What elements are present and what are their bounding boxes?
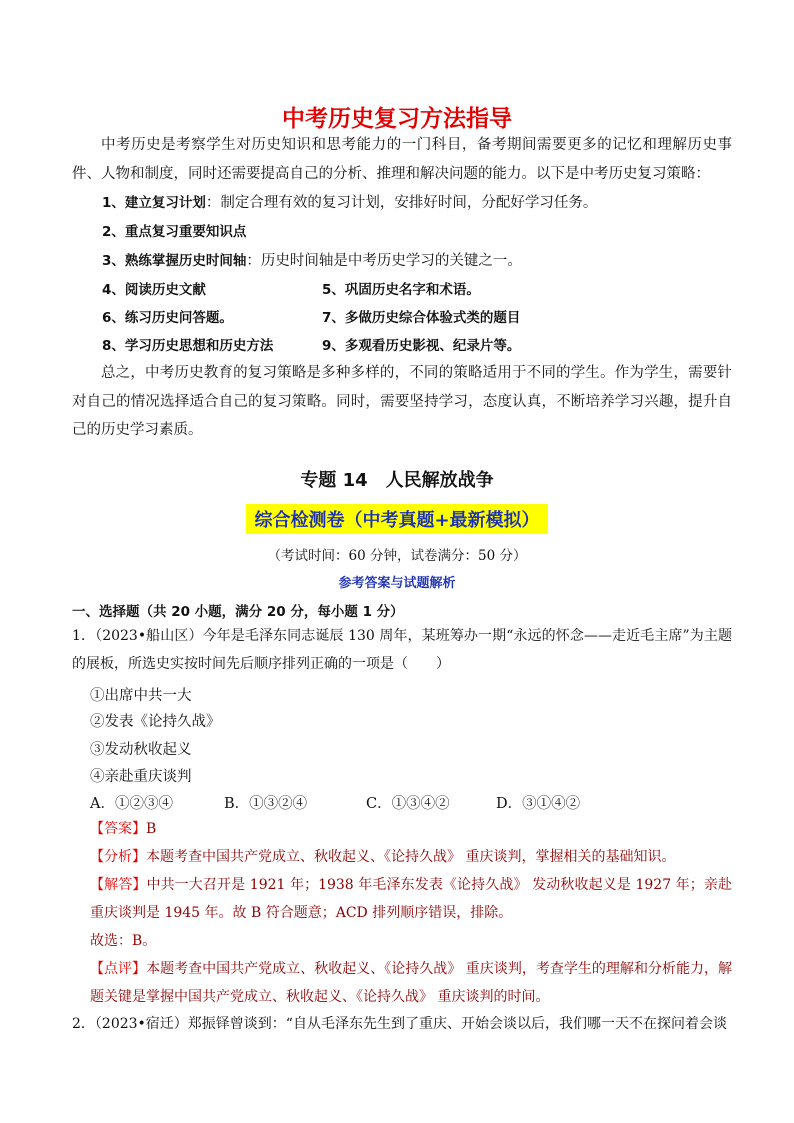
strategy-4-heading: 4、阅读历史文献 [102,282,206,298]
analysis-tag: 【分析】 [90,849,146,865]
conclusion-paragraph: 总之，中考历史教育的复习策略是多种多样的，不同的策略适用于不同的学生。作为学生，需要针对自己的情况选择适合自己的复习策略。同时，需要坚持学习，态度认真，不断培养学习兴趣，提升自己的历史学习素质。 [72,365,732,438]
strategy-9 [322,336,520,356]
strategy-1-text: ：制定合理有效的复习计划，安排好时间，分配好学习任务。 [205,195,598,211]
strategy-2-heading: 2、重点复习重要知识点 [102,224,247,240]
comment-tag: 【点评】 [90,961,147,977]
question-1-item-4: ④亲赴重庆谈判 [90,769,192,785]
answer-title: 参考答案与试题解析 [338,576,456,591]
option-b: B．①③②④ [224,796,308,812]
subtitle-banner: 综合检测卷（中考真题+最新模拟） [246,504,547,534]
strategy-6 [102,308,233,328]
main-title: 中考历史复习方法指导 [282,106,512,132]
intro-paragraph: 中考历史是考察学生对历史知识和思考能力的一门科目，备考期间需要更多的记忆和理解历史事件、人物和制度，同时还需要提高自己的分析、推理和解决问题的能力。以下是中考历史复习策略： [72,137,732,182]
question-1-item-1: ①出席中共一大 [90,688,192,704]
strategy-9-heading: 9、多观看历史影视、纪录片等。 [322,338,521,354]
section-heading: 一、选择题（共 20 小题，满分 20 分，每小题 1 分） [72,604,404,620]
strategy-8-heading: 8、学习历史思想和历史方法 [102,338,274,354]
strategy-8 [102,336,273,356]
strategy-5-heading: 5、巩固历史名字和术语。 [322,282,480,298]
strategy-2 [102,222,246,242]
comment-text: 本题考查中国共产党成立、秋收起义、《论持久战》 重庆谈判，考查学生的理解和分析能力，解题关键是掌握中国共产党成立、秋收起义、《论持久战》 重庆谈判的时间。 [90,961,733,1005]
subtitle-wrap [0,504,794,534]
solution-block [90,871,732,927]
strategy-6-heading: 6、练习历史问答题。 [102,310,233,326]
answer-tag: 【答案】 [90,821,146,837]
strategy-1-heading: 1、建立复习计划 [102,195,206,211]
strategy-7-heading: 7、多做历史综合体验式类的题目 [322,310,521,326]
strategy-3 [102,251,522,271]
question-1-stem: 1．（2023•船山区）今年是毛泽东同志诞辰 130 周年，某班筹办一期“永远的怀念——走近毛主席”为主题的展板，所选史实按时间先后顺序排列正确的一项是（ ） [72,628,732,672]
question-1-item-2: ②发表《论持久战》 [90,714,221,730]
choose-line [90,927,732,955]
strategy-4 [102,280,206,300]
choose-text: 故选：B。 [90,933,157,949]
solution-text: 中共一大召开是 1921 年；1938 年毛泽东发表《论持久战》 发动秋收起义是 1927 年；亲赴重庆谈判是 1945 年。故 B 符合题意；ACD 排列顺序错误，排除。 [90,877,733,921]
analysis-line [90,843,732,871]
option-a: A．①②③④ [90,796,173,812]
exam-info: （考试时间：60 分钟，试卷满分：50 分） [267,548,527,564]
option-c: C．①③④② [366,796,450,812]
answer-line [90,815,732,843]
strategy-3-heading: 3、熟练掌握历史时间轴 [102,253,247,269]
answer-value: B [146,821,157,837]
question-2-stem: 2．（2023•宿迁）郑振铎曾谈到：“自从毛泽东先生到了重庆、开始会谈以后，我们哪一天不在探问着会谈 [72,1016,727,1032]
strategy-7 [322,308,520,328]
strategy-1 [102,193,597,213]
option-d: D．③①④② [496,796,581,812]
solution-tag: 【解答】 [90,877,147,893]
question-1-item-3: ③发动秋收起义 [90,742,192,758]
strategy-3-text: ：历史时间轴是中考历史学习的关键之一。 [246,253,522,269]
analysis-text: 本题考查中国共产党成立、秋收起义、《论持久战》 重庆谈判，掌握相关的基础知识。 [146,849,676,865]
strategy-5 [322,280,480,300]
topic-title: 专题 14 人民解放战争 [300,470,494,491]
comment-block [90,955,732,1011]
